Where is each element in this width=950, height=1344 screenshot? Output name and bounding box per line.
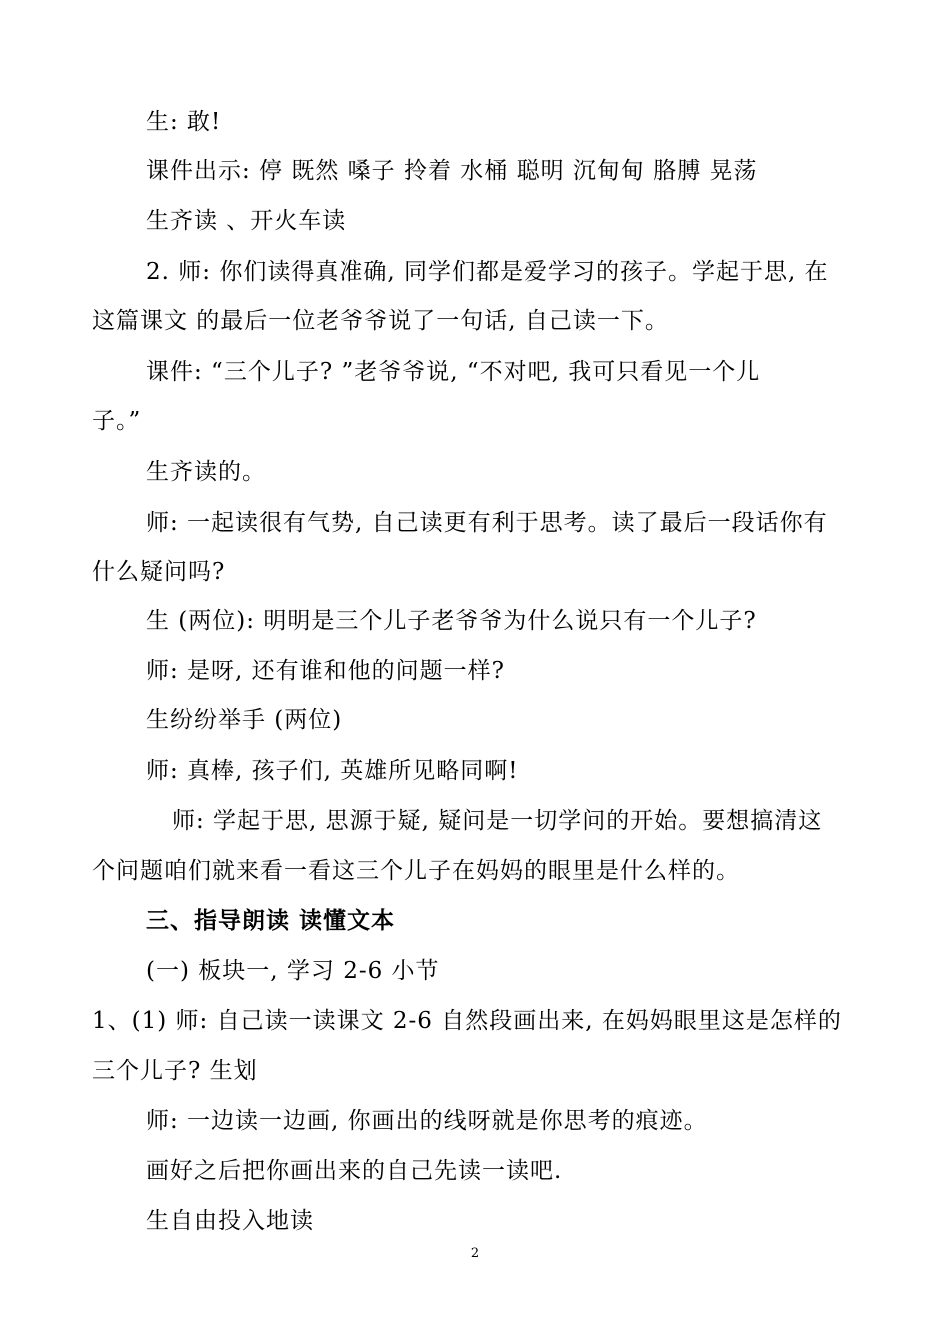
text-line: 师: 一起读很有气势, 自己读更有利于思考。读了最后一段话你有 xyxy=(146,510,828,536)
page-number: 2 xyxy=(470,1246,480,1261)
text-line: 生: 敢! xyxy=(146,109,222,135)
text-line: 子。” xyxy=(92,408,142,434)
text-line: 师: 真棒, 孩子们, 英雄所见略同啊! xyxy=(146,758,519,784)
text-line: 什么疑问吗? xyxy=(92,559,226,585)
text-line: 师: 是呀, 还有谁和他的问题一样? xyxy=(146,658,506,684)
text-line: 这篇课文 的最后一位老爷爷说了一句话, 自己读一下。 xyxy=(92,308,669,334)
text-line: 2. 师: 你们读得真准确, 同学们都是爱学习的孩子。学起于思, 在 xyxy=(146,259,829,285)
text-line: 生齐读 、开火车读 xyxy=(146,208,347,234)
text-line: 课件出示: 停 既然 嗓子 拎着 水桶 聪明 沉甸甸 胳膊 晃荡 xyxy=(146,158,758,184)
text-line: 画好之后把你画出来的自己先读一读吧. xyxy=(146,1158,563,1184)
text-line: 1、(1) 师: 自己读一读课文 2-6 自然段画出来, 在妈妈眼里这是怎样的 xyxy=(92,1008,842,1034)
text-line: 生纷纷举手 (两位) xyxy=(146,707,343,733)
section-heading: 三、指导朗读 读懂文本 xyxy=(146,908,396,934)
text-line: 课件: “三个儿子? ”老爷爷说, “不对吧, 我可只看见一个儿 xyxy=(146,359,761,385)
text-line: 师: 学起于思, 思源于疑, 疑问是一切学问的开始。要想搞清这 xyxy=(172,808,823,834)
text-line: 三个儿子? 生划 xyxy=(92,1058,258,1084)
text-line: 师: 一边读一边画, 你画出的线呀就是你思考的痕迹。 xyxy=(146,1108,708,1134)
text-line: 生齐读的。 xyxy=(146,459,266,485)
text-line: 生自由投入地读 xyxy=(146,1208,314,1234)
text-line: 个问题咱们就来看一看这三个儿子在妈妈的眼里是什么样的。 xyxy=(92,858,740,884)
subsection-heading: (一) 板块一, 学习 2-6 小节 xyxy=(146,958,440,984)
text-line: 生 (两位): 明明是三个儿子老爷爷为什么说只有一个儿子? xyxy=(146,608,757,634)
